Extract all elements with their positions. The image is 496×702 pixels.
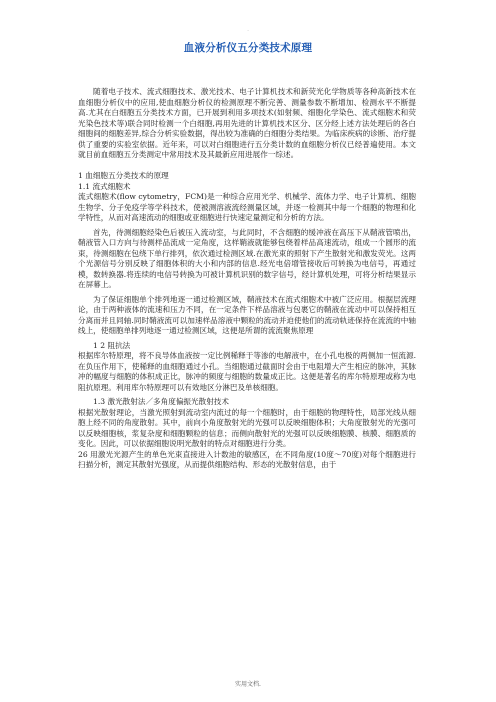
paragraph-1-2-1: 根据库尔特原理，将不良导体血液按一定比例稀释于等渗的电解液中，在小孔电极的两侧加一恒流源.在负压作用下，使稀释的血细胞通过小孔。当细胞通过截面时会由于电阻增大产生相应的脉冲，其脉冲的幅度与细胞的体积成正比，脉冲的频度与细胞的数量成正比。这便是著名的库尔特原理或称为电阻抗原理。利用库尔特原理可以有效地区分淋巴及单核细胞。 xyxy=(78,351,416,392)
paragraph-1-1-2: 首先，待测细胞经染色后被压入流动室，与此同时，不含细胞的缓冲液在高压下从鞘液管喷出，鞘液管入口方向与待测样品流成一定角度，这样鞘液就能够包绕着样品高速流动，组成一个圆形的流束，待测细胞在包绕下单行排列，依次通过检测区域.在激光束的照射下产生散射光和激发荧光。这两个光源信号分别反映了细胞体积的大小和内部的信息.经光电倍增管接收后可转换为电信号，再通过模，数转换器.将连续的电信号转换为可被计算机识别的数字信号，经计算机处理，可将分析结果显示在屏幕上。 xyxy=(78,227,416,289)
subsection-heading-1-1: 1.1 流式细胞术 xyxy=(78,181,131,191)
paragraph-1-1-3: 为了保证细胞单个排列地逐一通过检测区域，鞘液技术在流式细胞术中被广泛应用。根据层流理论，由于两种液体的流速和压力不同，在一定条件下样品溶液与包裹它的鞘液在流动中可以保持相互分离而并且同轴.同时鞘液流可以加速样品溶液中颗粒的流动并迫使他们的流动轨迹保持在流流的中轴线上，使细胞单排列地逐一通过检测区域，这便是所谓的流流聚焦原理 xyxy=(78,294,416,335)
subsection-heading-1-2: 1 2 阻抗法 xyxy=(93,340,131,350)
paragraph-1-3-1: 根据光散射理论，当激光照射到流动室内流过的每一个细胞时，由于细胞的物理特性，局部光线从细胞上经不同的角度散射。其中，前向小角度散射光的光强可以反映细胞体积；大角度散射光的光强可以反映细胞核，浆复杂度和细胞颗粒的信息；而侧向散射光的光强可以反映细胞膜、核膜、细胞质的变化。因此，可以依据细胞说明光散射的特点对细胞进行分类。 xyxy=(78,407,416,448)
document-title: 血液分析仪五分类技术原理 xyxy=(183,42,313,54)
abstract-paragraph: 随着电子技术、流式细胞技术、激光技术、电子计算机技术和新荧光化学物质等各种高新技术在血细胞分析仪中的应用,使血细胞分析仪的检测原理不断完善、测量参数不断增加、检测水平不断提高.尤其在白细胞五分类技术方面，已开展到利用多项技术(如射频、细胞化学染色、流式细胞术和荧光染色技术等)联合同时检测一个白细胞,再用先进的计算机技术区分、区分经上述方法处理后的各白细胞间的细胞差异,综合分析实验数据，得出较为准确的白细胞分类结果。为临床疾病的诊断、治疗提供了重要的实验室依据。近年来，可以对白细胞进行五分类计数的血细胞分析仪已经普遍使用。本文就目前血细胞五分类测定中常用技术及其最新应用进展作一综述。 xyxy=(78,87,416,159)
paragraph-1-1-1: 流式细胞术(flow cytometry，FCM)是一种综合应用光学、机械学、流体力学、电子计算机、细胞生物学、分子免疫学等学科技术，使被测溶液流经测量区域，并逐一检测其中每一个细胞的物理和化学特性，从而对高速流动的细胞或亚细胞进行快速定量测定和分析的方法。 xyxy=(78,192,416,222)
top-mark: . xyxy=(247,27,249,33)
paragraph-1-3-2: 26 用激光光源产生的单色光束直接进入计数池的敏感区，在不同角度(10度～70度)对每个细胞进行扫描分析，测定其散射光强度，从而提供细胞结构、形态的光散射信息，由于 xyxy=(78,449,416,469)
section-heading-1: 1 血细胞五分类技术的原理 xyxy=(78,171,169,180)
subsection-heading-1-3: 1.3 激光散射法／多角度偏振光散射技术 xyxy=(93,397,229,406)
document-body xyxy=(78,87,416,471)
page-footer: 实用文档. xyxy=(235,681,261,688)
